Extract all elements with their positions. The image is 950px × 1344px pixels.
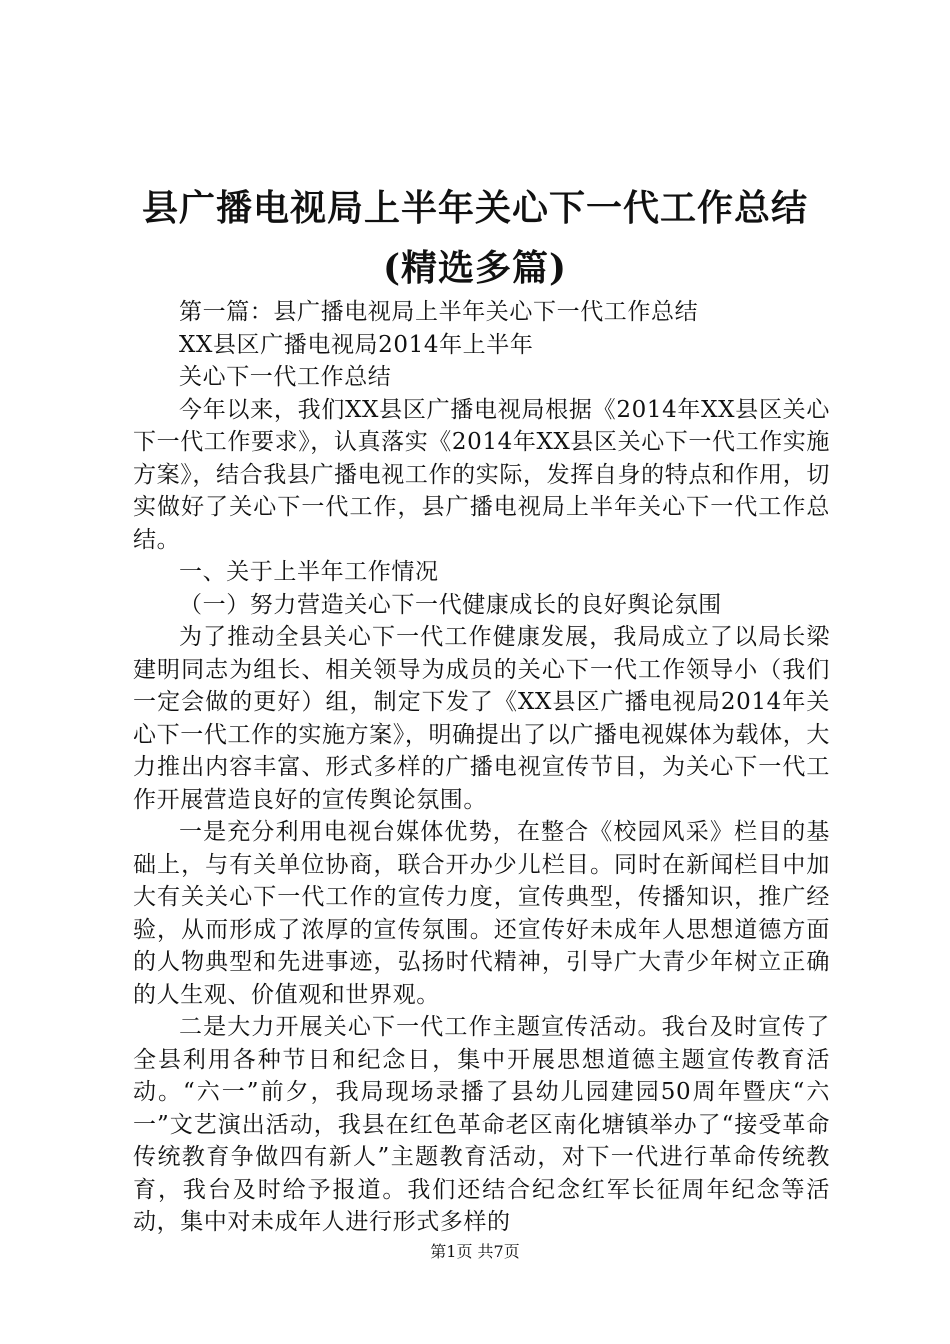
section-heading: 一、关于上半年工作情况 [179, 559, 439, 585]
paragraph-subtitle-1: XX县区广播电视局2014年上半年 [179, 331, 534, 358]
paragraph-body: 二是大力开展关心下一代工作主题宣传活动。我台及时宣传了全县利用各种节日和纪念日，集中开展思想道德主题宣传教育活动。“六一”前夕，我局现场录播了县幼儿园建园50周年暨庆“六一”文艺演出活动，我县在红色革命老区南化塘镇举办了“接受革命传统教育争做四有新人”主题教育活动，对下一代进行革命传统教育，我台及时给予报道。我们还结合纪念红军长征周年纪念等活动，集中对未成年人进行形式多样的 [133, 1014, 830, 1235]
document-title: 县广播电视局上半年关心下一代工作总结(精选多篇) [141, 187, 808, 289]
paragraph-intro: 今年以来，我们XX县区广播电视局根据《2014年XX县区关心下一代工作要求》，认真落实《2014年XX县区关心下一代工作实施方案》，结合我县广播电视工作的实际，发挥自身的特点和作用，切实做好了关心下一代工作，县广播电视局上半年关心下一代工作总结。 [133, 396, 830, 553]
document-body [133, 296, 830, 1239]
subsection-heading: （一）努力营造关心下一代健康成长的良好舆论氛围 [179, 591, 722, 618]
paragraph-body: 一是充分利用电视台媒体优势，在整合《校园风采》栏目的基础上，与有关单位协商，联合开办少儿栏目。同时在新闻栏目中加大有关关心下一代工作的宣传力度，宣传典型，传播知识，推广经验，从而形成了浓厚的宣传氛围。还宣传好未成年人思想道德方面的人物典型和先进事迹，弘扬时代精神，引导广大青少年树立正确的人生观、价值观和世界观。 [133, 819, 830, 1008]
paragraph-heading: 第一篇：县广播电视局上半年关心下一代工作总结 [179, 299, 699, 325]
paragraph-subtitle-2: 关心下一代工作总结 [179, 364, 392, 390]
page-footer: 第1页 共7页 [430, 1242, 520, 1261]
paragraph-body: 为了推动全县关心下一代工作健康发展，我局成立了以局长梁建明同志为组长、相关领导为成员的关心下一代工作领导小（我们一定会做的更好）组，制定下发了《XX县区广播电视局2014年关心下一代工作的实施方案》，明确提出了以广播电视媒体为载体，大力推出内容丰富、形式多样的广播电视宣传节目，为关心下一代工作开展营造良好的宣传舆论氛围。 [133, 624, 830, 813]
